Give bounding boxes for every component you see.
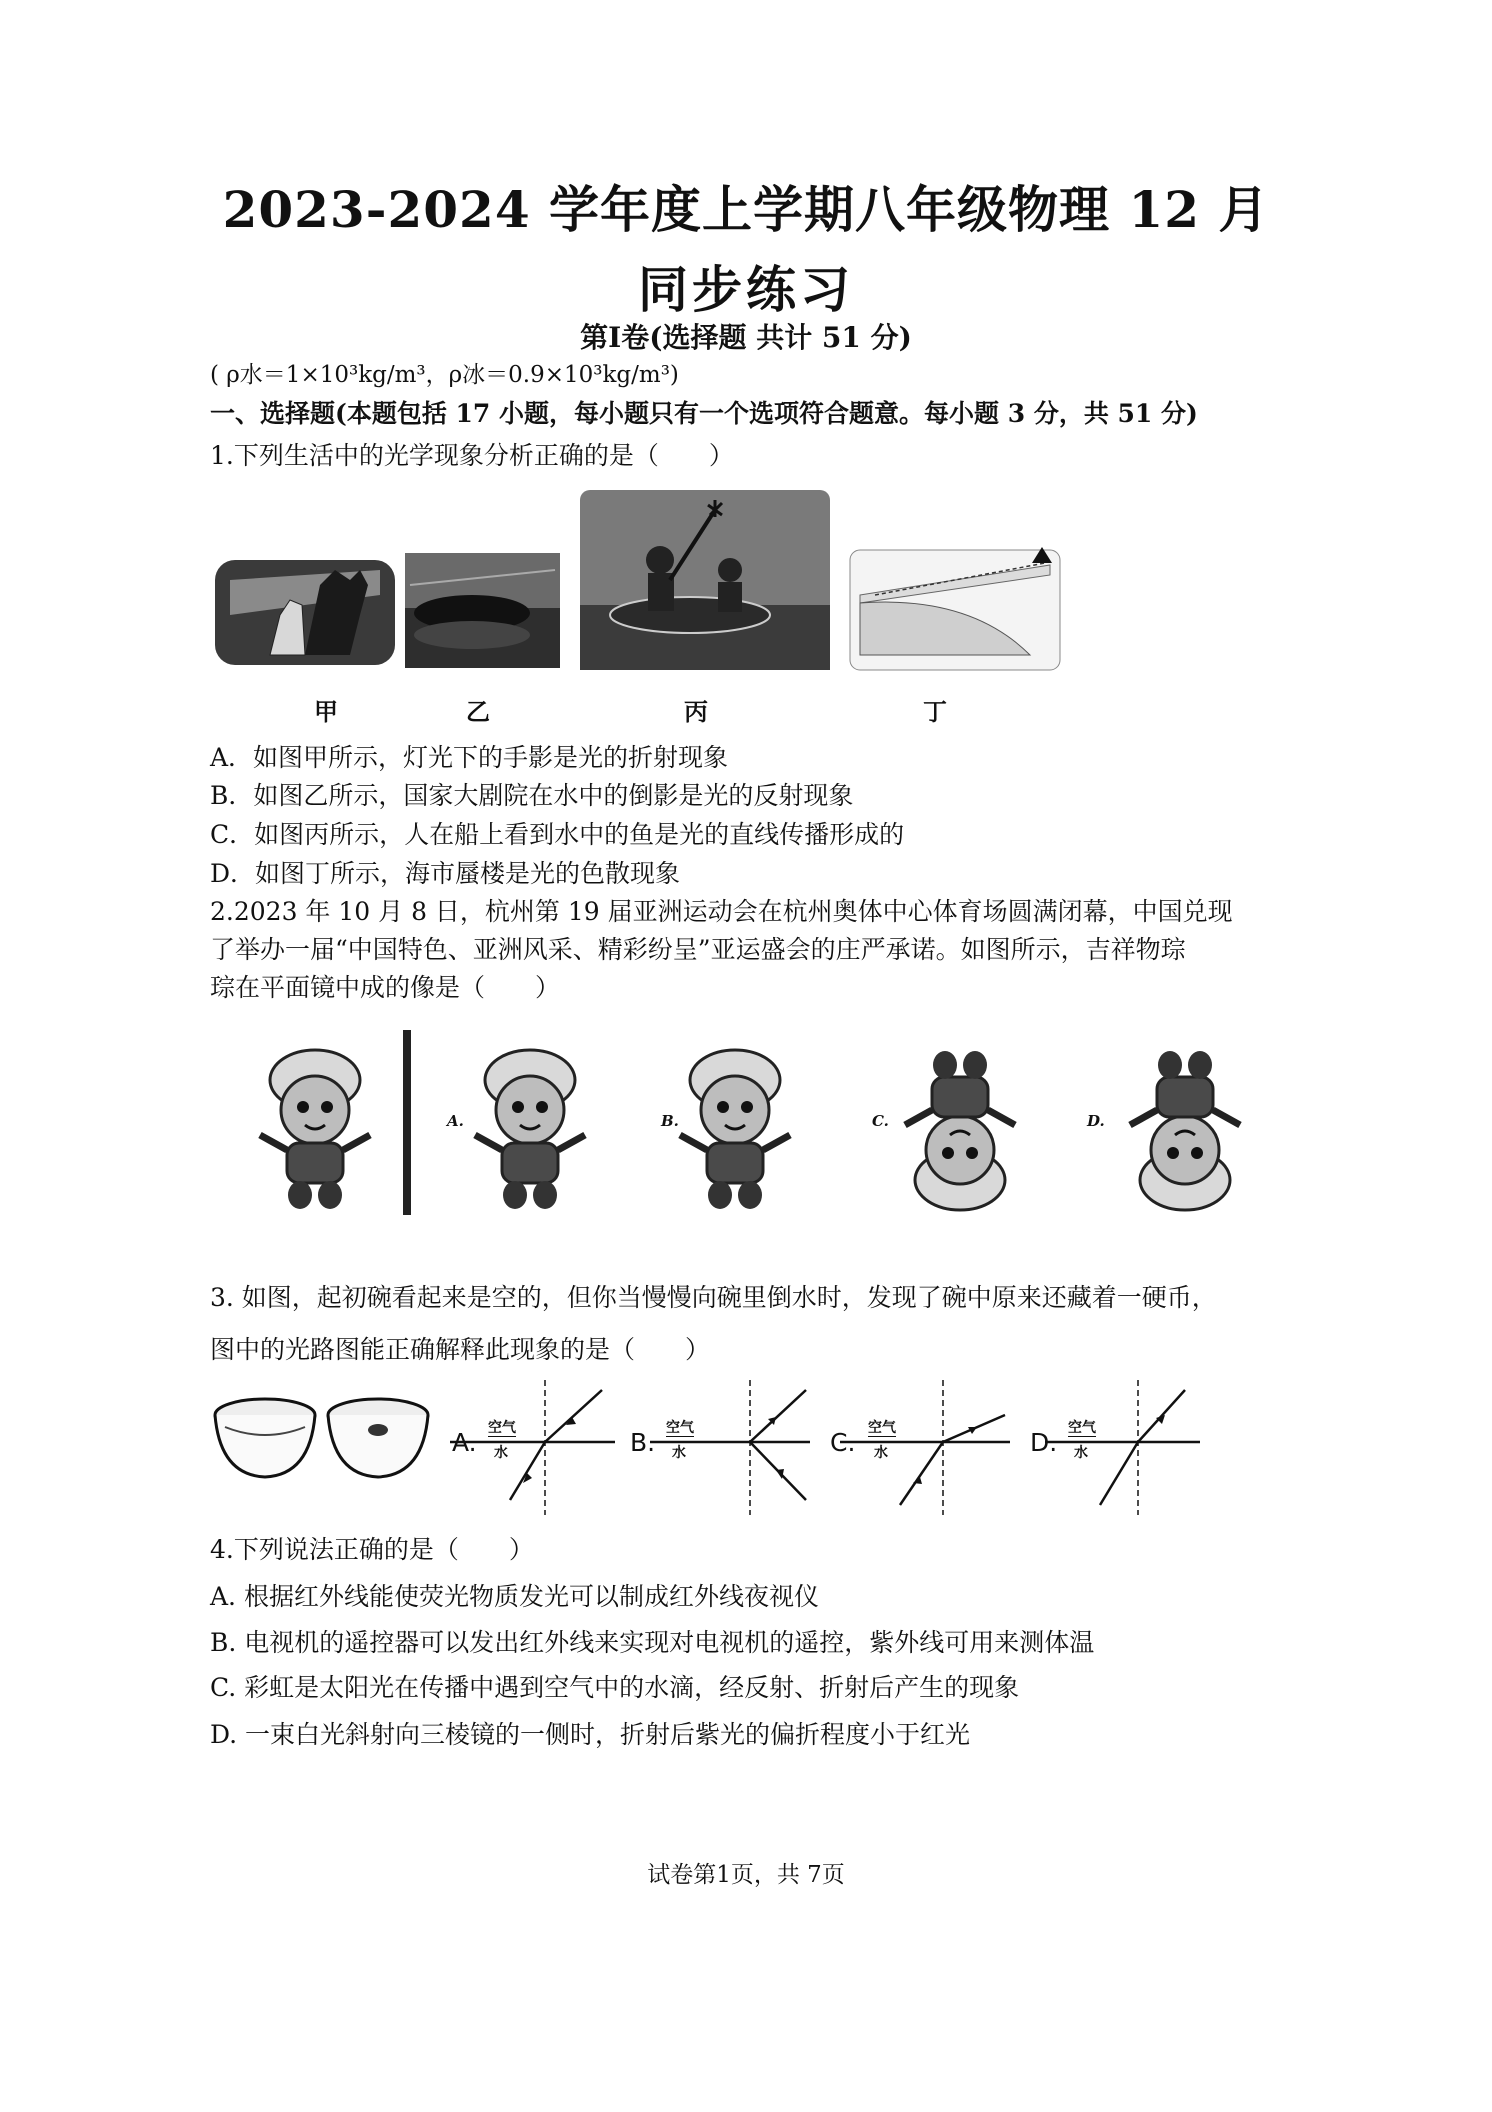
q3-a-water-label: 水 [494,1445,508,1461]
q3-c-water-label: 水 [874,1445,888,1461]
q3-option-d-label: D. [1030,1428,1058,1457]
original-mascot [260,1050,370,1209]
q3-bowls-and-ray-diagrams [210,1375,1210,1525]
q3-b-air-label: 空气 [666,1420,694,1436]
q2-option-b-label: B. [661,1112,679,1130]
q2-option-d-label: D. [1087,1112,1105,1130]
q1-option-a: A．如图甲所示，灯光下的手影是光的折射现象 [210,743,729,772]
ray-diagram-d [1045,1380,1200,1515]
bowl-with-coin [328,1399,428,1477]
q1-caption-jia: 甲 [314,697,338,726]
q4-option-d: D. 一束白光斜射向三棱镜的一侧时，折射后紫光的偏折程度小于红光 [210,1720,971,1749]
q3-option-b-label: B. [630,1428,656,1457]
q3-d-water-label: 水 [1074,1445,1088,1461]
figure-jia-hand-shadow [215,560,395,665]
q1-caption-bing: 丙 [684,697,708,726]
section-title: 第Ⅰ卷(选择题 共计 51 分) [580,321,912,354]
q2-option-c-label: C. [872,1112,889,1130]
ray-diagram-c [840,1380,1010,1515]
q3-a-air-label: 空气 [488,1420,516,1436]
q3-option-c-label: C. [830,1428,856,1457]
q3-b-water-label: 水 [672,1445,686,1461]
q2-stem-line2: 了举办一届“中国特色、亚洲风采、精彩纷呈”亚运盛会的庄严承诺。如图所示，吉祥物琮 [210,935,1186,964]
q4-option-a: A. 根据红外线能使荧光物质发光可以制成红外线夜视仪 [210,1582,819,1611]
plane-mirror [403,1030,411,1215]
exam-title-line1: 2023-2024 学年度上学期八年级物理 12 月 [222,180,1270,239]
q3-stem-line1: 3. 如图，起初碗看起来是空的，但你当慢慢向碗里倒水时，发现了碗中原来还藏着一硬币， [210,1283,1217,1312]
option-a-mascot [475,1050,585,1209]
q1-option-b: B．如图乙所示，国家大剧院在水中的倒影是光的反射现象 [210,781,854,810]
q4-option-c: C. 彩虹是太阳光在传播中遇到空气中的水滴，经反射、折射后产生的现象 [210,1673,1020,1702]
q4-option-b: B. 电视机的遥控器可以发出红外线来实现对电视机的遥控，紫外线可用来测体温 [210,1628,1095,1657]
option-c-mascot [905,1051,1015,1210]
density-note: ( ρ水＝1×10³kg/m³，ρ冰＝0.9×10³kg/m³) [210,362,679,388]
q1-figures [210,485,1070,685]
empty-bowl [215,1399,315,1477]
q4-stem: 4.下列说法正确的是（ ） [210,1535,534,1564]
q1-option-d: D．如图丁所示，海市蜃楼是光的色散现象 [210,859,681,888]
q2-stem-line3: 琮在平面镜中成的像是（ ） [210,973,561,1002]
q2-option-a-label: A. [447,1112,464,1130]
q1-option-c: C．如图丙所示，人在船上看到水中的鱼是光的直线传播形成的 [210,820,905,849]
q2-mascot-figures [240,1030,1280,1230]
option-d-mascot [1130,1051,1240,1210]
q2-stem-line1: 2.2023 年 10 月 8 日，杭州第 19 届亚洲运动会在杭州奥体中心体育场圆满闭幕，中国兑现 [210,897,1233,926]
option-b-mascot [680,1050,790,1209]
exam-title-line2: 同步练习 [638,260,854,319]
figure-bing-fishing-boat [580,490,830,670]
q3-d-air-label: 空气 [1068,1420,1096,1436]
figure-ding-mirage [850,547,1060,670]
page-footer: 试卷第1页，共 7页 [647,1862,845,1888]
q3-c-air-label: 空气 [868,1420,896,1436]
part-heading: 一、选择题(本题包括 17 小题，每小题只有一个选项符合题意。每小题 3 分，共 51 分) [210,399,1198,428]
q1-caption-yi: 乙 [466,697,490,726]
figure-yi-theatre-reflection [405,553,560,668]
q1-stem: 1.下列生活中的光学现象分析正确的是（ ） [210,441,734,470]
q3-stem-line2: 图中的光路图能正确解释此现象的是（ ） [210,1335,711,1364]
q3-option-a-label: A. [452,1428,477,1457]
q1-caption-ding: 丁 [923,697,947,726]
